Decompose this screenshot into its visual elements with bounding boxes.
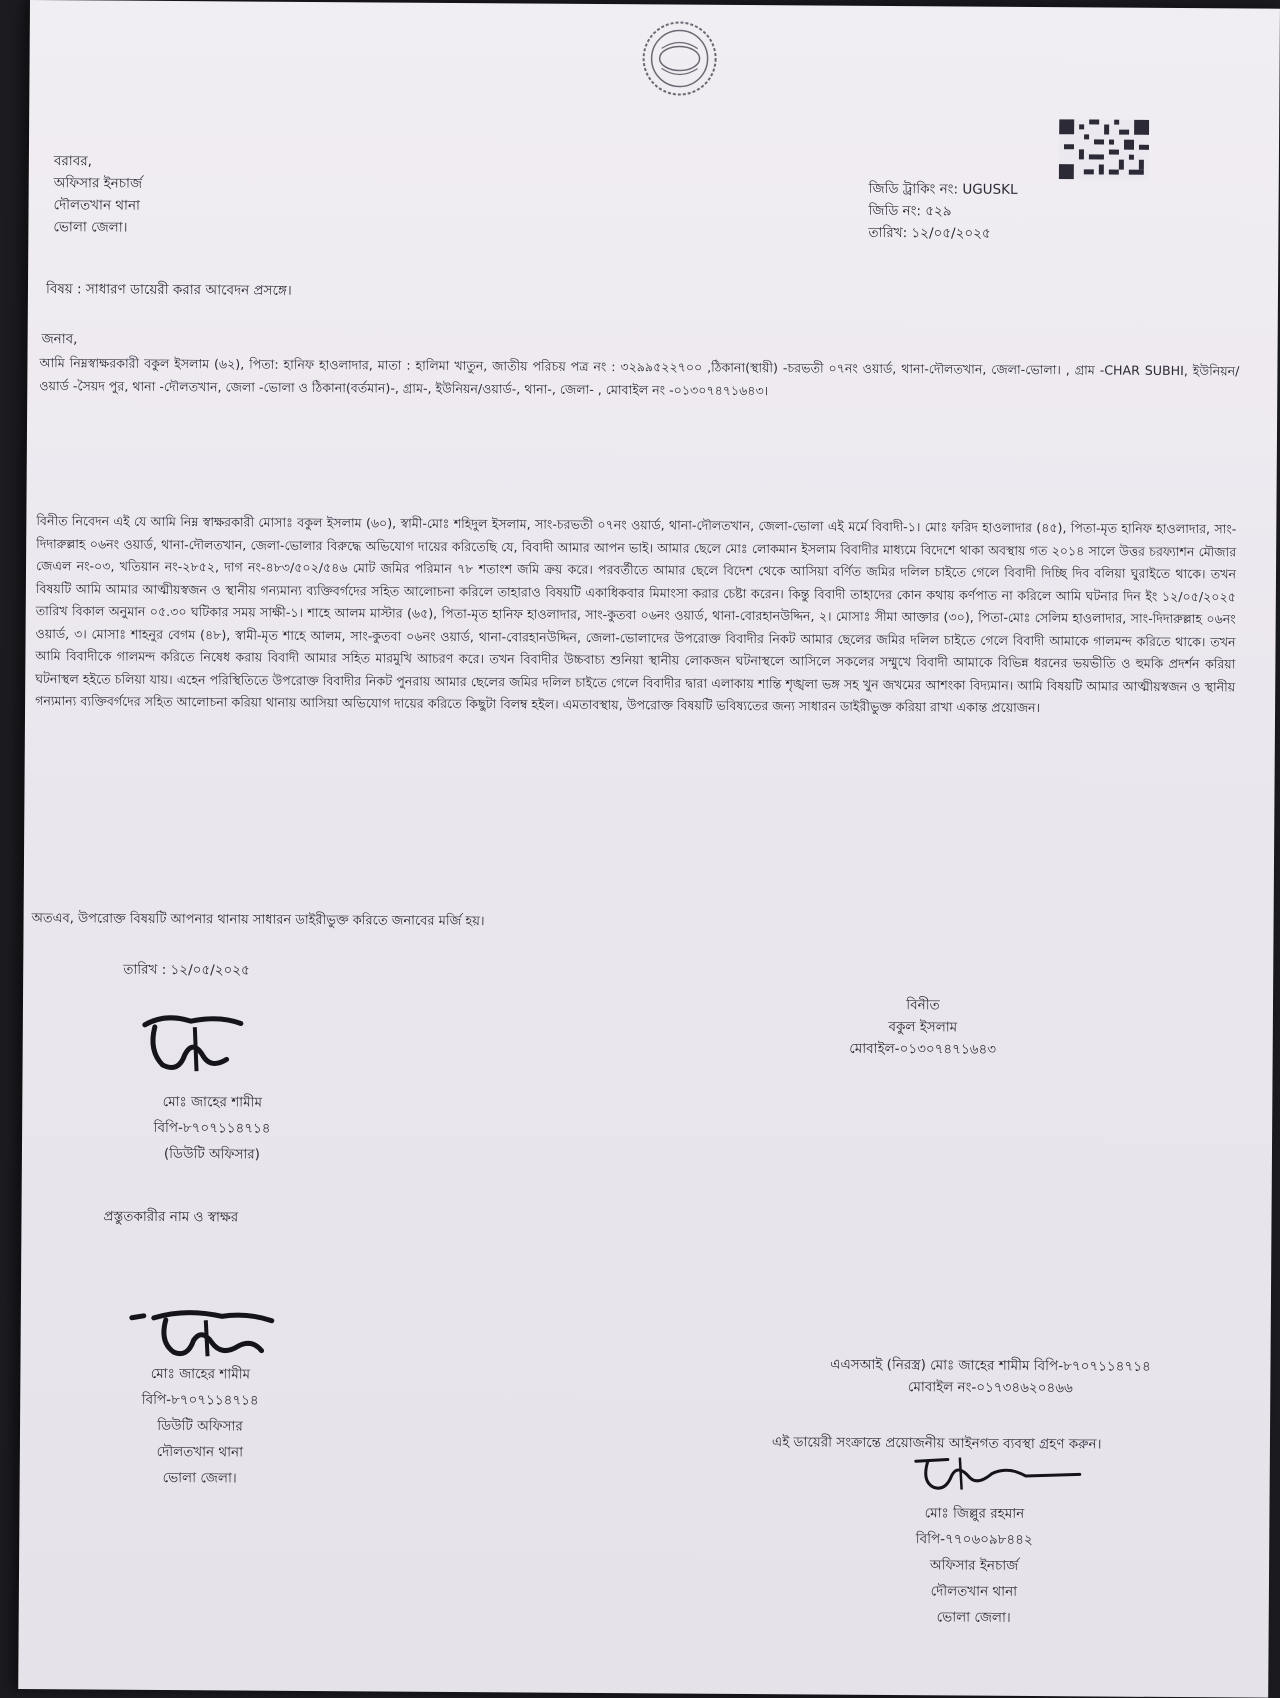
duty-officer-handwritten-signature [125,1306,275,1367]
instruction-line: এই ডায়েরী সংক্রান্তে প্রয়োজনীয় আইনগত ব্যবস্থা গ্রহণ করুন। [771,1434,1102,1453]
complaint-body-paragraph: বিনীত নিবেদন এই যে আমি নিম্ন স্বাক্ষরকারী মোসাঃ বকুল ইসলাম (৬০), স্বামী-মোঃ শহিদুল ইসলাম, সাং-চরভতী ০৭নং ওয়ার্ড, থানা-দৌলতখান, জেলা-ভোলা এই মর্মে বিবাদী-১। মোঃ ফরিদ হাওলাদার (৪৫), পিতা-মৃত হানিফ হাওলাদার, সাং-দিদারুল্লাহ ০৬নং ওয়ার্ড, থানা-দৌলতখান, জেলা-ভোলার বিরুদ্ধে অভিযোগ দায়ের করিতেছি যে, বিবাদী আমার আপন ভাই। আমার ছেলে মোঃ লোকমান ইসলাম বিবাদীর মাধ্যমে বিদেশে থাকা অবস্থায় গত ২০১৪ সালে উত্তর চরফ্যাশন মৌজার জেএল নং-০৩, খতিয়ান নং-২৮৫২, দাগ নং-৪৮৩/৫০২/৫৪৬ মোট জমির পরিমান ৭৮ শতাংশ জমি ক্রয় করে। পরবর্তীতে আমার ছেলে বিদেশ থেকে আসিয়া বর্ণিত জমির দলিল চাইতে গেলে বিবাদী দিচ্ছি দিব বলিয়া ঘুরাইতে থাকে। তখন বিষয়টি আমি আমার আত্মীয়স্বজন ও স্থানীয় গন্যমান্য ব্যক্তিবর্গদের সহিত আলোচনা করিলে তাহারাও বিষয়টি একাধিকবার মিমাংসা করার চেষ্টা করেন। কিন্তু বিবাদী তাহাদের কোন কথায় কর্ণপাত না করিলে আমি ঘটনার দিন ইং ১২/০৫/২০২৫ তারিখ বিকাল অনুমান ০৫.৩০ ঘটিকার সময় সাক্ষী-১। শাহে আলম মাস্টার (৬৫), পিতা-মৃত হানিফ হাওলাদার, সাং-কুতবা ০৬নং ওয়ার্ড, থানা-বোরহানউদ্দিন, ২। মোসাঃ সীমা আক্তার (৩০), পিতা-মোঃ সেলিম হাওলাদার, সাং-দিদারুল্লাহ ০৬নং ওয়ার্ড, ৩। মোসাঃ শাহনুর বেগম (৪৮), স্বামী-মৃত শাহে আলম, সাং-কুতবা ০৬নং ওয়ার্ড, থানা-বোরহানউদ্দিন, জেলা-ভোলাদের উপরোক্ত বিবাদীর নিকট আমার ছেলের জমির দলিল চাইতে গেলে বিবাদী আমাকে গালমন্দ করিতে থাকে। তখন আমি বিবাদীকে গালমন্দ করিতে নিষেধ করায় বিবাদী আমার সহিত মারমুখি আচরণ করে। তখন বিবাদীর উচ্চবাচ্য শুনিয়া স্থানীয় লোকজন ঘটনাস্থলে আসিলে সকলের সম্মুখে বিবাদী আমাকে বিভিন্ন ধরনের ভয়ভীতি ও হুমকি প্রদর্শন করিয়া ঘটনাস্থল হইতে চলিয়া যায়। এহেন পরিস্থিতিতে উপরোক্ত বিবাদীর নিকট পুনরায় আমার ছেলের জমির দলিল চাইতে গেলে বিবাদীর দ্বারা এলাকায় শান্তি শৃঙ্খলা ভঙ্গ সহ খুন জখমের আশংকা বিদ্যমান। আমি বিষয়টি আমার আত্মীয়স্বজন ও স্থানীয় গন্যমান্য ব্যক্তিবর্গদের সহিত আলোচনা করিয়া থানায় আসিয়া অভিযোগ দায়ের করিতে কিছুটা বিলম্ব হইল। এমতাবস্থায়, উপরোক্ত বিষয়টি ভবিষ্যতের জন্য সাধারন ডাইরীভুক্ত করিয়া রাখা একান্ত প্রয়োজন। [35,513,1237,716]
recipient-line: অফিসার ইনচার্জ [53,175,143,192]
duty-officer-line: ডিউটি অফিসার [157,1417,243,1435]
duty-officer-line: দৌলতখান থানা [156,1443,244,1461]
recipient-address [53,150,142,239]
applicant-line: বকুল ইসলাম [888,1019,958,1036]
salutation: জনাব, [41,331,78,348]
gd-date: তারিখ: ১২/০৫/২০২৫ [868,224,991,242]
applicant-intro-paragraph: আমি নিম্নস্বাক্ষরকারী বকুল ইসলাম (৬২), পিতা: হানিফ হাওলাদার, মাতা : হালিমা খাতুন, জাতীয় পরিচয় পত্র নং : ৩২৯৯৫২২৭০০ ,ঠিকানা(স্থায়ী) -চরভতী ০৭নং ওয়ার্ড, থানা-দৌলতখান, জেলা-ভোলা। , গ্রাম -CHAR SUBHI, ইউনিয়ন/ওয়ার্ড -সৈয়দ পুর, থানা -দৌলতখান, জেলা -ভোলা ও ঠিকানা(বর্তমান)-, গ্রাম-, ইউনিয়ন/ওয়ার্ড-, থানা-, জেলা- , মোবাইল নং -০১৩০৭৪৭১৬৪৩। [39,355,1240,398]
asi-name-line: এএসআই (নিরস্ত্র) মোঃ জাহের শামীম বিপি-৮৭০৭১১৪৭১৪ [830,1356,1151,1375]
preparer-details [117,1091,308,1166]
qr-code-icon [1059,119,1149,180]
gd-info-block [868,178,1017,245]
officer-in-charge-handwritten-signature [908,1451,1088,1502]
officer-in-charge-details [879,1500,1070,1631]
duty-officer-details [105,1361,296,1492]
subject-line: বিষয় : সাধারণ ডায়েরী করার আবেদন প্রসঙ্গে। [45,281,292,299]
duty-officer-line: ভোলা জেলা। [162,1469,237,1487]
asi-info-block [780,1353,1200,1400]
oc-line: ভোলা জেলা। [936,1609,1011,1626]
letter-date: তারিখ : ১২/০৫/২০২৫ [123,961,250,979]
gd-tracking-number: জিডি ট্রাকিং নং: UGUSKL [868,180,1018,198]
duty-officer-line: বিপি-৮৭০৭১১৪৭১৪ [141,1391,259,1409]
gd-number: জিডি নং: ৫২৯ [868,202,952,220]
preparer-line: (ডিউটি অফিসার) [163,1145,261,1163]
police-seal-emblem [639,18,720,99]
preparer-handwritten-signature [132,1011,253,1088]
preparer-line: বিপি-৮৭০৭১১৪৭১৪ [153,1119,271,1137]
oc-line: বিপি-৭৭০৬০৯৮৪৪২ [915,1531,1033,1549]
applicant-line: বিনীত [906,997,940,1014]
oc-line: অফিসার ইনচার্জ [929,1557,1019,1574]
preparer-caption: প্রস্তুতকারীর নাম ও স্বাক্ষর [103,1208,239,1226]
closing-request: অতএব, উপরোক্ত বিষয়টি আপনার থানায় সাধারন ডাইরীভুক্ত করিতে জনাবের মর্জি হয়। [31,911,485,930]
recipient-line: দৌলতখান থানা [53,197,141,214]
gd-document-page [18,0,1280,1698]
preparer-line: মোঃ জাহের শামীম [162,1093,263,1111]
duty-officer-line: মোঃ জাহের শামীম [150,1365,251,1383]
oc-line: মোঃ জিল্লুর রহমান [924,1505,1025,1522]
applicant-line: মোবাইল-০১৩০৭৪৭১৬৪৩ [849,1040,997,1058]
recipient-line: বরাবর, [53,153,93,170]
oc-line: দৌলতখান থানা [930,1583,1018,1600]
recipient-line: ভোলা জেলা। [53,219,128,236]
asi-mobile-line: মোবাইল নং-০১৭৩৪৬২০৪৬৬ [907,1379,1073,1397]
applicant-signature-block [843,994,1003,1061]
